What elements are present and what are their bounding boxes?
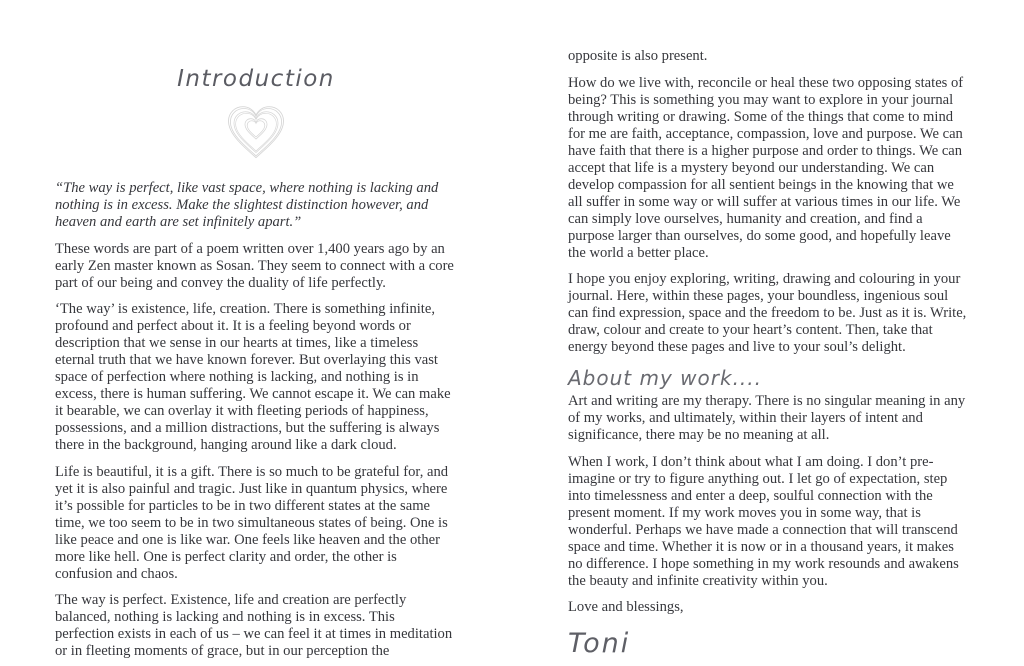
- heart-ornament: [55, 102, 457, 164]
- zen-quote: “The way is perfect, like vast space, where nothing is lacking and nothing is in excess. Make the slightest distinction however, and heaven and earth are set infinitely apart.”: [55, 180, 439, 230]
- nested-hearts-icon: [224, 102, 288, 162]
- closing-line: Love and blessings,: [568, 599, 684, 615]
- signature: Toni: [568, 628, 631, 659]
- paragraph-sosan: These words are part of a poem written over 1,400 years ago by an early Zen master known as Sosan. They seem to connect with a core part of our being and convey the duality of life perfectly.: [55, 240, 454, 291]
- paragraph-life-is-beautiful: Life is beautiful, it is a gift. There is so much to be grateful for, and yet it is also painful and tragic. Just like in quantum physics, where it’s possible for particles to be in two different states at the same time, we too seem to be in two simultaneous states of being. One is like peace and one is like war. One feels like heaven and the other more like hell. One is perfect clarity and order, the other is confusion and chaos.: [55, 463, 449, 582]
- continuation-line: opposite is also present.: [568, 48, 708, 64]
- paragraph-when-i-work: When I work, I don’t think about what I am doing. I don’t pre-imagine or try to figure anything out. I let go of expectation, step into timelessness and enter a deep, soulful connection with the present moment. If my work moves you in some way, that is wonderful. Perhaps we have made a connection that will transcend space and time. Whether it is now or in a thousand years, it makes no difference. I hope something in my work resounds and awakens the beauty and infinite creativity within you.: [568, 453, 959, 589]
- paragraph-enjoy-journal: I hope you enjoy exploring, writing, drawing and colouring in your journal. Here, within these pages, your boundless, ingenious soul can find expression, space and the freedom to be. Just as it is. Write, draw, colour and create to your heart’s content. Then, take that energy beyond these pages and live to your soul’s delight.: [568, 271, 967, 355]
- section-heading-about-my-work: About my work....: [568, 366, 762, 390]
- paragraph-reconcile: How do we live with, reconcile or heal these two opposing states of being? This is something you may want to explore in your journal through writing or drawing. Some of the things that come to mind for me are faith, acceptance, compassion, love and purpose. We can have faith that there is a higher purpose and order to things. We can accept that life is a mystery beyond our understanding. We can develop compassion for all sentient beings in the knowing that we all suffer in some way or will suffer at various times in our life. We can simply love ourselves, humanity and creation, and find a purpose larger than ourselves, do some good, and hopefully leave the world a better place.: [568, 74, 964, 261]
- left-page: [55, 66, 457, 660]
- right-page: [568, 48, 967, 659]
- page-title: Introduction: [177, 66, 335, 92]
- paragraph-the-way: ‘The way’ is existence, life, creation. There is something infinite, profound and perfect about it. It is a feeling beyond words or description that we sense in our hearts at times, like a timeless eternal truth that we have known forever. But overlaying this vast space of perfection where nothing is lacking, and nothing is in excess, there is human suffering. We cannot escape it. We can make it bearable, we can overlay it with fleeting periods of happiness, possessions, and a million distractions, but the suffering is always there in the background, hanging around like a dark cloud.: [55, 301, 451, 453]
- paragraph-perfection: The way is perfect. Existence, life and creation are perfectly balanced, nothing is lacking and nothing is in excess. This perfection exists in each of us – we can feel it at times in meditation or in fleeting moments of grace, but in our perception the: [55, 592, 453, 659]
- paragraph-art-therapy: Art and writing are my therapy. There is no singular meaning in any of my works, and ultimately, within their layers of intent and significance, there may be no meaning at all.: [568, 393, 966, 443]
